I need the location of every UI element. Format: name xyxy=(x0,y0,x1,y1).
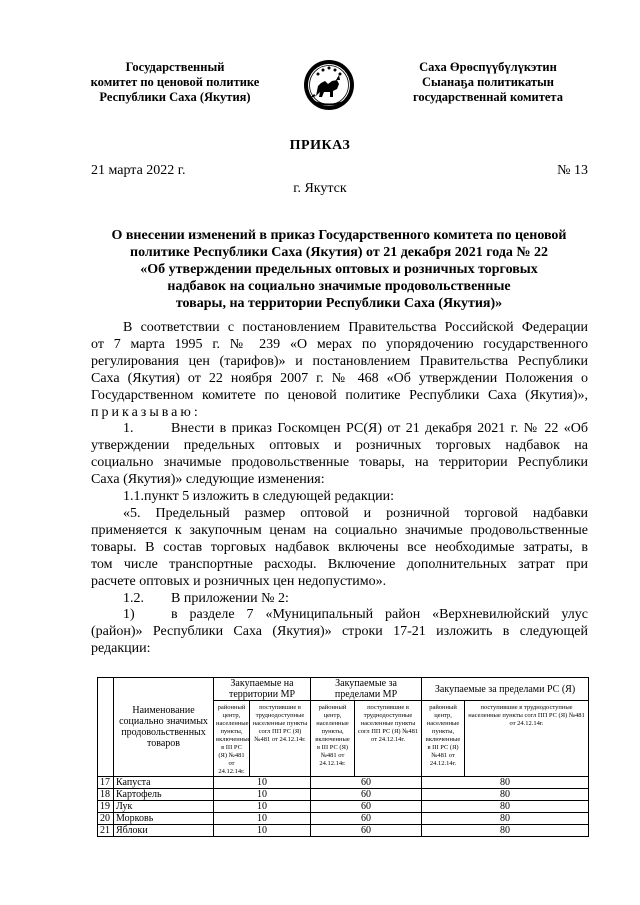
header-left-line: Государственный xyxy=(125,60,225,74)
row-value-mr: 10 xyxy=(214,801,311,813)
row-value-outside-rs: 80 xyxy=(422,813,589,825)
row-value-outside-rs: 80 xyxy=(422,777,589,789)
row-value-mr: 10 xyxy=(214,789,311,801)
heading-line: надбавок на социально значимые продовольственные xyxy=(167,279,511,294)
body-line: утверждении предельных оптовых и розничных торговых надбавок на xyxy=(91,438,588,454)
table-group-header: Закупаемые за пределами МР xyxy=(311,678,422,701)
item-1-text: Внести в приказ Госкомцен РС(Я) от 21 декабря 2021 г. № 22 «Об xyxy=(171,421,588,437)
row-number: 18 xyxy=(98,789,114,801)
row-value-outside-rs: 80 xyxy=(422,825,589,837)
body-line: Государственном комитете по ценовой политике Республики Саха (Якутия)», xyxy=(91,387,588,403)
header-left-line: комитет по ценовой политике xyxy=(90,75,260,89)
row-product: Капуста xyxy=(114,777,214,789)
table-row xyxy=(98,789,589,801)
row-value-outside-mr: 60 xyxy=(311,801,422,813)
item-1 xyxy=(91,421,588,438)
row-number: 20 xyxy=(98,813,114,825)
table-sub-header: районный центр, населенные пункты, включенные в III РС (Я) №481 от 24.12.14г. xyxy=(311,701,355,777)
row-value-outside-mr: 60 xyxy=(311,825,422,837)
body-line: (район)» Республики Саха (Якутия)» строки 17-21 изложить в следующей xyxy=(91,624,588,640)
row-value-mr: 10 xyxy=(214,825,311,837)
document-body xyxy=(91,320,588,658)
table-group-header: Закупаемые на территории МР xyxy=(214,678,311,701)
quote-line: том числе транспортные расходы. Включение дополнительных затрат при xyxy=(91,556,588,572)
sub-item-1 xyxy=(91,607,588,624)
header-right-line: Саха Өрөспүүбүлүкэтин xyxy=(419,60,557,74)
document-date: 21 марта 2022 г. xyxy=(91,163,186,178)
table-row xyxy=(98,825,589,837)
header-left-ru xyxy=(80,60,270,105)
quote-line: «5. Предельный размер оптовой и розничной торговой надбавки xyxy=(123,505,588,521)
table-sub-header: районный центр, населенные пункты, включенные в III РС (Я) №481 от 24.12.14г. xyxy=(422,701,465,777)
body-line: Саха (Якутия) от 22 ноября 2007 г. № 468 «Об утверждении Положения о xyxy=(91,370,588,386)
table-row xyxy=(98,801,589,813)
order-heading xyxy=(90,227,588,312)
prikazyvayu: приказываю: xyxy=(91,404,201,420)
table-row xyxy=(98,813,589,825)
row-value-outside-rs: 80 xyxy=(422,801,589,813)
document-title: ПРИКАЗ xyxy=(289,138,351,153)
table-name-header: Наименование социально значимых продовольственных товаров xyxy=(114,678,214,777)
table-sub-header: поступившие в труднодоступные населенные пункты согл ПП РС (Я) №481 от 24.12.14г. xyxy=(465,701,589,777)
body-line: от 7 марта 1995 г. № 239 «О мерах по упорядочению государственного xyxy=(91,336,588,352)
body-line: В соответствии с постановлением Правительства Российской Федерации xyxy=(123,320,588,335)
row-number: 17 xyxy=(98,777,114,789)
heading-line: «Об утверждении предельных оптовых и розничных торговых xyxy=(140,262,538,277)
item-1-2 xyxy=(91,591,588,608)
item-1-2-number: 1.2. xyxy=(123,590,144,606)
row-value-outside-mr: 60 xyxy=(311,789,422,801)
heading-line: политике Республики Саха (Якутия) от 21 декабря 2021 года № 22 xyxy=(130,245,548,260)
row-value-mr: 10 xyxy=(214,813,311,825)
header-left-line: Республики Саха (Якутия) xyxy=(99,90,251,104)
table-sub-header: поступившие в труднодоступные населенные пункты согл ПП РС (Я) №481 от 24.12.14г. xyxy=(250,701,311,777)
table-corner xyxy=(98,678,114,777)
body-line: Саха (Якутия)» следующие изменения: xyxy=(91,472,325,488)
body-line: регулирования цен (тарифов)» и постановлением Правительства Республики xyxy=(91,353,588,369)
table-sub-header: районный центр, населенные пункты, включенные в III РС (Я) №481 от 24.12.14г. xyxy=(214,701,250,777)
row-value-mr: 10 xyxy=(214,777,311,789)
quote-line: расчете оптовых и розничных цен недопустимо». xyxy=(91,573,387,589)
body-line: социально значимые продовольственные товары, на территории Республики xyxy=(91,455,588,471)
row-value-outside-mr: 60 xyxy=(311,777,422,789)
emblem-icon xyxy=(302,56,356,114)
heading-line: О внесении изменений в приказ Государственного комитета по ценовой xyxy=(111,228,567,243)
document-number: № 13 xyxy=(557,163,588,178)
row-product: Лук xyxy=(114,801,214,813)
row-product: Морковь xyxy=(114,813,214,825)
item-1-number: 1. xyxy=(123,421,134,437)
row-number: 19 xyxy=(98,801,114,813)
document-city: г. Якутск xyxy=(293,181,347,196)
quote-line: применяется к закупочным ценам на социально значимые продовольственные xyxy=(91,522,588,538)
row-number: 21 xyxy=(98,825,114,837)
item-1-2-text: В приложении № 2: xyxy=(171,590,289,606)
table-row xyxy=(98,777,589,789)
item-1-1: 1.1.пункт 5 изложить в следующей редакции: xyxy=(123,489,394,505)
header-right-line: государственнай комитета xyxy=(413,90,563,104)
heading-line: товары, на территории Республики Саха (Якутия)» xyxy=(175,296,503,311)
row-value-outside-rs: 80 xyxy=(422,789,589,801)
header-right-sah xyxy=(388,60,588,105)
sub-item-1-number: 1) xyxy=(123,607,135,623)
quote-line: товары. В состав торговых надбавок включены все необходимые затраты, в xyxy=(91,539,588,555)
header-right-line: Сыанаҕа политикатын xyxy=(422,75,554,89)
row-product: Яблоки xyxy=(114,825,214,837)
row-value-outside-mr: 60 xyxy=(311,813,422,825)
body-line: редакции: xyxy=(91,641,151,657)
markup-table xyxy=(97,677,589,837)
sub-item-1-text: в разделе 7 «Муниципальный район «Верхневилюйский улус xyxy=(171,607,588,623)
row-product: Картофель xyxy=(114,789,214,801)
table-group-header: Закупаемые за пределами РС (Я) xyxy=(422,678,589,701)
table-sub-header: поступившие в труднодоступные населенные пункты согл ПП РС (Я) №481 от 24.12.14г. xyxy=(355,701,422,777)
